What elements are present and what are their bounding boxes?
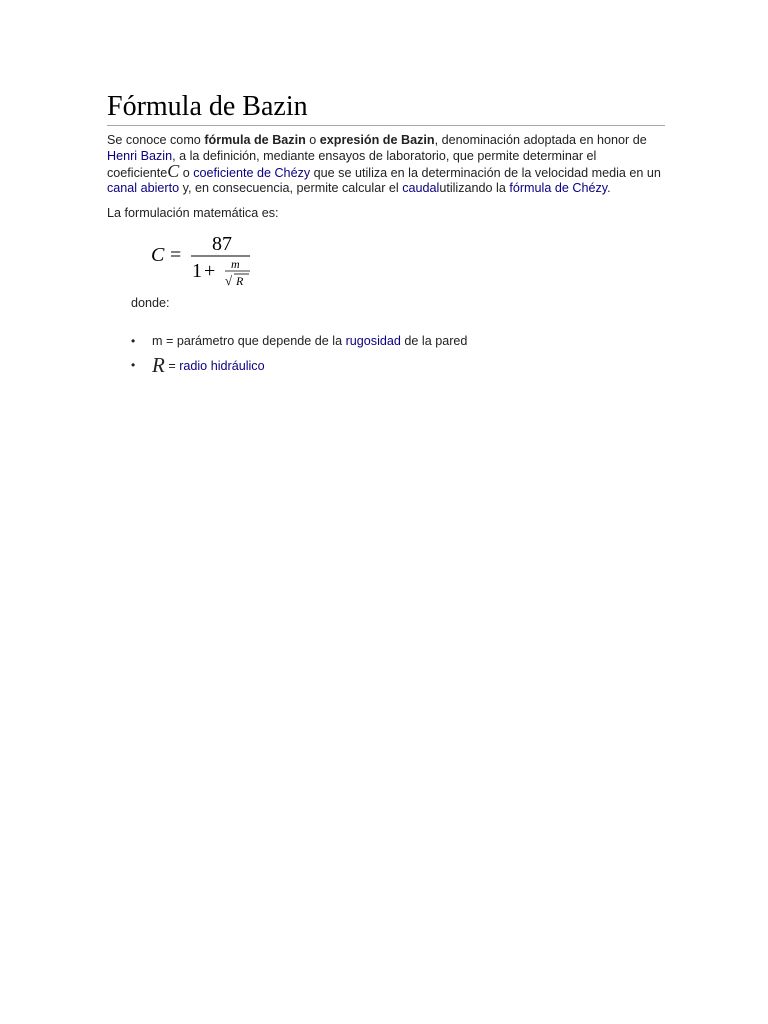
list-item <box>131 353 665 378</box>
definition-text: de la pared <box>400 334 468 349</box>
bold-term-formula: fórmula de Bazin <box>204 133 306 147</box>
link-caudal[interactable]: caudal <box>402 181 440 196</box>
bazin-formula <box>151 230 271 290</box>
article <box>107 90 665 382</box>
intro-text: y, en consecuencia, permite calcular el <box>179 181 403 196</box>
formula-equals: = <box>170 244 182 267</box>
formulation-label: La formulación matemática es: <box>107 206 279 221</box>
formula-numerator: 87 <box>212 233 232 256</box>
intro-text: . <box>607 181 611 196</box>
formula-den-r: R <box>236 274 244 289</box>
bullet: • <box>131 358 136 373</box>
intro-text: Se conoce como <box>107 133 205 147</box>
donde-label: donde: <box>131 296 170 311</box>
math-variable-r: R <box>152 353 165 378</box>
intro-text: , a la definición, mediante ensayos de laboratorio, que permite determinar el coeficiente <box>107 148 597 180</box>
page-title: Fórmula de Bazin <box>107 90 665 126</box>
formula-svg <box>151 230 271 290</box>
link-rugosidad[interactable]: rugosidad <box>345 334 401 349</box>
link-radio-hidraulico[interactable]: radio hidráulico <box>179 359 265 374</box>
list-item <box>131 333 665 349</box>
link-formula-chezy[interactable]: fórmula de Chézy <box>509 181 608 196</box>
formula-den-m: m <box>231 257 240 272</box>
intro-text: , denominación adoptada en honor de <box>434 133 647 147</box>
intro-paragraph <box>107 133 665 197</box>
definition-text: m = parámetro que depende de la <box>152 334 346 349</box>
intro-text: o <box>305 133 320 147</box>
link-henri-bazin[interactable]: Henri Bazin <box>107 148 173 163</box>
formula-den-one: 1 <box>192 260 202 283</box>
bullet: • <box>131 334 136 349</box>
bold-term-expresion: expresión de Bazin <box>319 133 435 147</box>
definitions-list <box>107 333 665 378</box>
link-canal-abierto[interactable]: canal abierto <box>107 181 180 196</box>
link-coeficiente-chezy[interactable]: coeficiente de Chézy <box>193 165 311 180</box>
definition-text: = <box>164 359 180 374</box>
intro-text: utilizando la <box>439 181 510 196</box>
formula-den-plus: + <box>204 260 216 283</box>
intro-text: o <box>179 165 194 180</box>
math-variable-c: C <box>167 160 180 181</box>
intro-text: que se utiliza en la determinación de la velocidad media en un <box>310 165 661 180</box>
formula-lhs: C <box>151 244 165 267</box>
formula-den-sqrt: √ <box>225 273 233 289</box>
